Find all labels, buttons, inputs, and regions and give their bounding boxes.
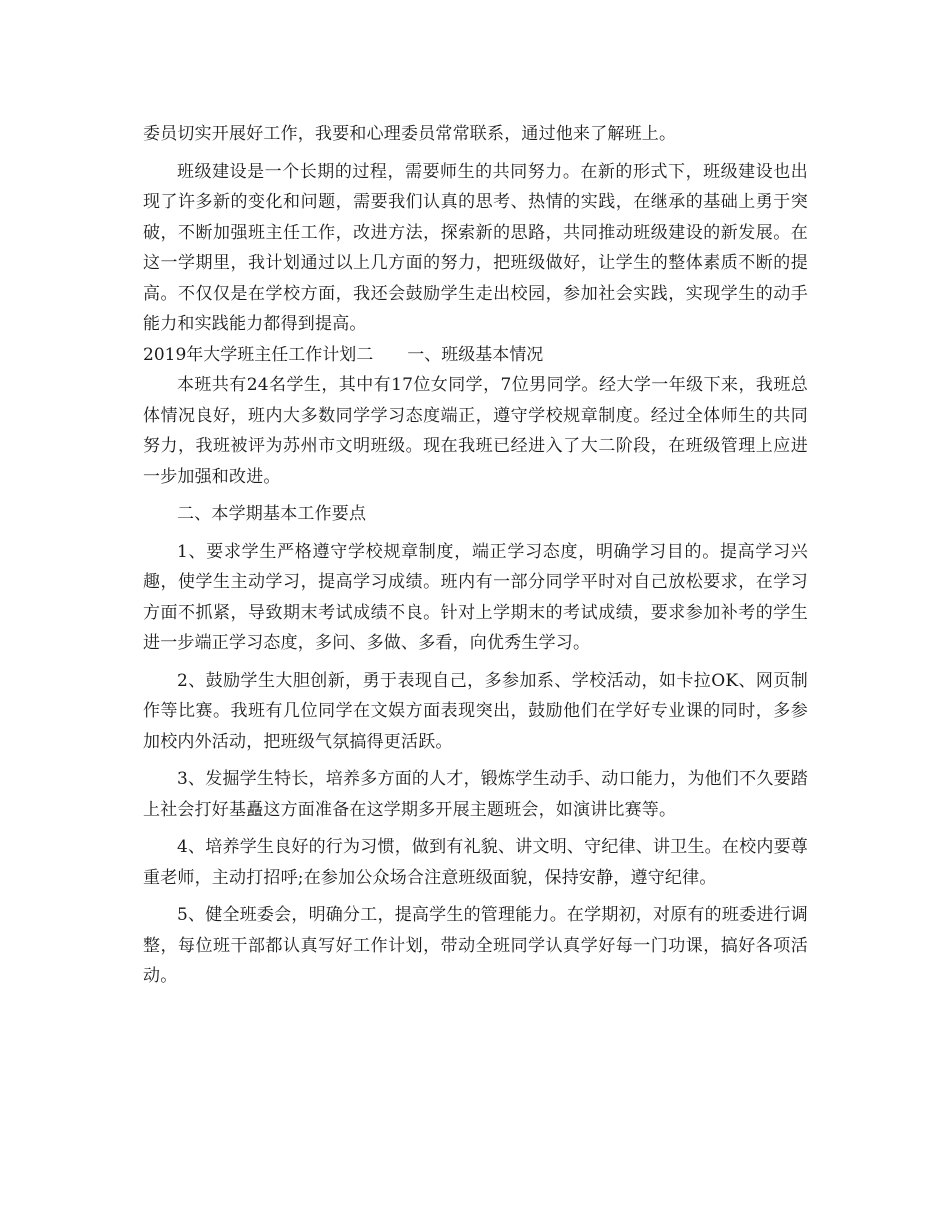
- work-point-2: 2、鼓励学生大胆创新，勇于表现自己，多参加系、学校活动，如卡拉OK、网页制作等比赛。我班有几位同学在文娱方面表现突出，鼓励他们在学好专业课的同时，多参加校内外活动，把班级气氛搞得更活跃。: [143, 670, 808, 752]
- section-heading-work-points: 二、本学期基本工作要点: [177, 504, 367, 524]
- paragraph-continuation: 委员切实开展好工作，我要和心理委员常常联系，通过他来了解班上。: [143, 124, 677, 144]
- work-point-1: 1、要求学生严格遵守学校规章制度，端正学习态度，明确学习目的。提高学习兴趣，使学生主动学习，提高学习成绩。班内有一部分同学平时对自己放松要求，在学习方面不抓紧，导致期末考试成绩不良。针对上学期末的考试成绩，要求参加补考的学生进一步端正学习态度，多问、多做、多看，向优秀生学习。: [143, 541, 808, 653]
- work-point-3: 3、发掘学生特长，培养多方面的人才，锻炼学生动手、动口能力，为他们不久要踏上社会打好基矗这方面准备在这学期多开展主题班会，如演讲比赛等。: [143, 769, 808, 820]
- work-point-5: 5、健全班委会，明确分工，提高学生的管理能力。在学期初，对原有的班委进行调整，每位班干部都认真写好工作计划，带动全班同学认真学好每一门功课，搞好各项活动。: [143, 905, 808, 986]
- section-heading-plan-two: 2019年大学班主任工作计划二 一、班级基本情况: [143, 344, 544, 365]
- document-body: [143, 119, 808, 992]
- paragraph-class-overview: 本班共有24名学生，其中有17位女同学，7位男同学。经大学一年级下来，我班总体情况良好，班内大多数同学学习态度端正，遵守学校规章制度。经过全体师生的共同努力，我班被评为苏州市文明班级。现在我班已经进入了大二阶段，在班级管理上应进一步加强和改进。: [143, 375, 808, 487]
- paragraph-class-building: 班级建设是一个长期的过程，需要师生的共同努力。在新的形式下，班级建设也出现了许多新的变化和问题，需要我们认真的思考、热情的实践，在继承的基础上勇于突破，不断加强班主任工作，改进方法，探索新的思路，共同推动班级建设的新发展。在这一学期里，我计划通过以上几方面的努力，把班级做好，让学生的整体素质不断的提高。不仅仅是在学校方面，我还会鼓励学生走出校园，参加社会实践，实现学生的动手能力和实践能力都得到提高。: [143, 161, 808, 334]
- work-point-4: 4、培养学生良好的行为习惯，做到有礼貌、讲文明、守纪律、讲卫生。在校内要尊重老师，主动打招呼;在参加公众场合注意班级面貌，保持安静，遵守纪律。: [143, 837, 808, 888]
